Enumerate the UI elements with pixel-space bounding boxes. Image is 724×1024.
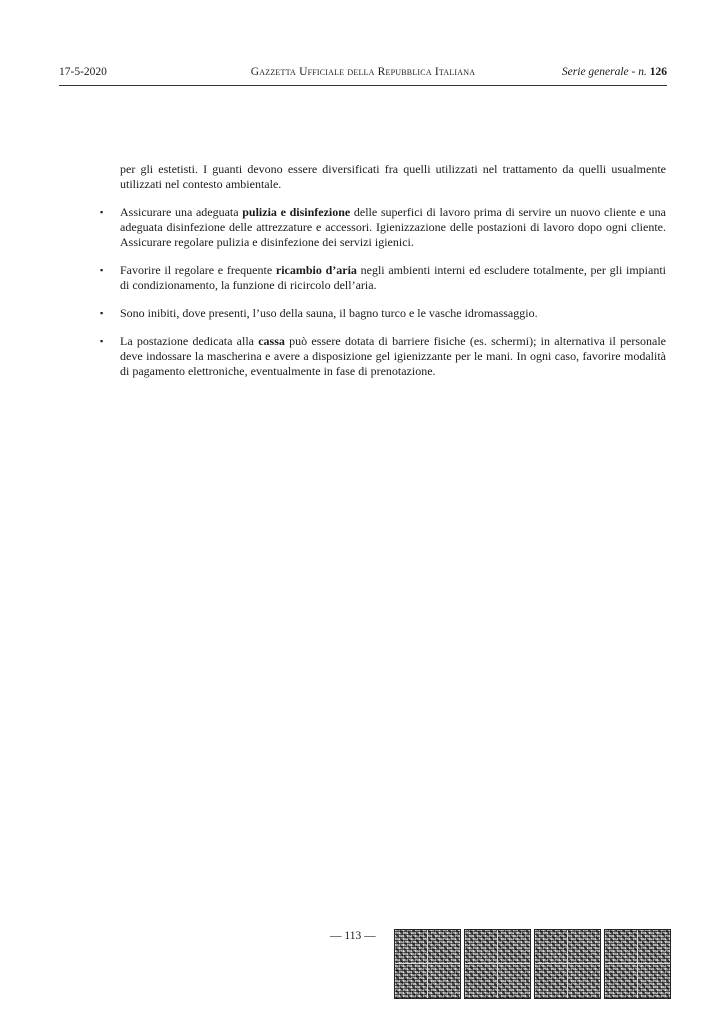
header-date: 17-5-2020 [59, 66, 107, 78]
barcode-stamp-icon [534, 929, 601, 999]
bullet-icon: ▪ [100, 265, 104, 275]
bullet-list [100, 205, 666, 379]
item-text: negli ambienti interni ed escludere totalmente, per gli impianti di condizionamento, la funzione di ricircolo dell’aria. [120, 263, 666, 292]
list-item [100, 263, 666, 293]
gazette-title: Gazzetta Ufficiale della Repubblica Italiana [250, 66, 476, 78]
item-text: può essere dotata di barriere fisiche (es. schermi); in alternativa il personale deve indossare la mascherina e avere a disposizione gel igienizzante per le mani. In ogni caso, favorire modalità di pagamento elettroniche, eventualmente in fase di prenotazione. [120, 334, 666, 378]
series-text: Serie generale - n. [561, 66, 650, 78]
list-item [100, 334, 666, 379]
item-bold-text: ricambio d’aria [275, 263, 357, 277]
item-bold-text: pulizia e disinfezione [242, 205, 351, 219]
item-text: delle superfici di lavoro prima di servire un nuovo cliente e una adeguata disinfezione delle attrezzature e accessori. Igienizzazione delle postazioni di lavoro dopo ogni cliente. Assicurare regolare pulizia e disinfezione dei servizi igienici. [120, 205, 666, 249]
item-text: Assicurare una adeguata [120, 205, 243, 219]
series-label [562, 66, 667, 78]
bullet-icon: ▪ [100, 336, 104, 346]
list-item [100, 205, 666, 250]
document-body [100, 162, 666, 392]
item-text: Favorire il regolare e frequente [120, 263, 276, 277]
item-bold-text: cassa [258, 334, 285, 348]
list-item [100, 306, 666, 321]
intro-paragraph: per gli estetisti. I guanti devono essere diversificati fra quelli utilizzati nel trattamento da quelli usualmente utilizzati nel contesto ambientale. [120, 162, 666, 191]
bullet-icon: ▪ [100, 207, 104, 217]
page-number: — 113 — [330, 930, 376, 942]
series-number: 126 [649, 66, 667, 78]
item-text: Sono inibiti, dove presenti, l’uso della sauna, il bagno turco e le vasche idromassaggio. [120, 306, 538, 320]
barcode-stamp-icon [604, 929, 671, 999]
barcode-stamp-icon [394, 929, 461, 999]
header-rule [59, 85, 667, 86]
item-text: La postazione dedicata alla [120, 334, 259, 348]
barcode-stamp-icon [464, 929, 531, 999]
page-header [59, 66, 667, 84]
bullet-icon: ▪ [100, 308, 104, 318]
